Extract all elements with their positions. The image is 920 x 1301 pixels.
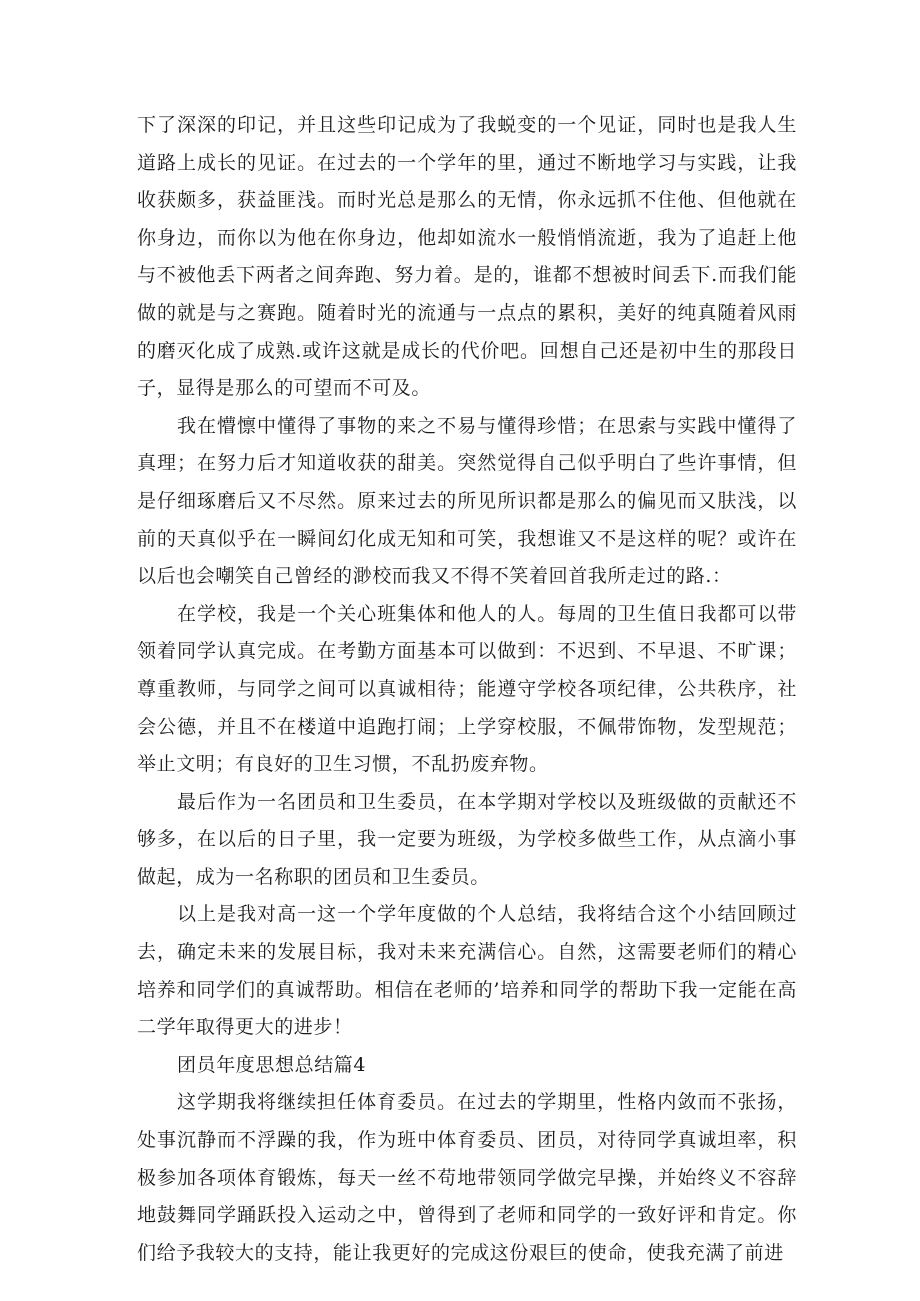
paragraph-2: 我在懵懔中懂得了事物的来之不易与懂得珍惜；在思索与实践中懂得了真理；在努力后才知道收获的甜美。突然觉得自己似乎明白了些许事情，但是仔细琢磨后又不尽然。原来过去的所见所识都是那么的偏见而又肤浅，以前的天真似乎在一瞬间幻化成无知和可笑，我想谁又不是这样的呢？或许在以后也会嘲笑自己曾经的渺校而我又不得不笑着回首我所走过的路.： bbox=[137, 414, 797, 588]
paragraph-1: 下了深深的印记，并且这些印记成为了我蜕变的一个见证，同时也是我人生道路上成长的见证。在过去的一个学年的里，通过不断地学习与实践，让我收获颇多，获益匪浅。而时光总是那么的无情，你永远抓不住他、但他就在你身边，而你以为他在你身边，他却如流水一般悄悄流逝，我为了追赶上他与不被他丢下两者之间奔跑、努力着。是的，谁都不想被时间丢下.而我们能做的就是与之赛跑。随着时光的流通与一点点的累积，美好的纯真随着风雨的磨灭化成了成熟.或许这就是成长的代价吧。回想自己还是初中生的那段日子，显得是那么的可望而不可及。 bbox=[137, 114, 797, 400]
paragraph-3: 在学校，我是一个关心班集体和他人的人。每周的卫生值日我都可以带领着同学认真完成。在考勤方面基本可以做到：不迟到、不早退、不旷课；尊重教师，与同学之间可以真诚相待；能遵守学校各项纪律，公共秩序，社会公德，并且不在楼道中追跑打闹；上学穿校服，不佩带饰物，发型规范；举止文明；有良好的卫生习惯，不乱扔废弃物。 bbox=[137, 602, 797, 776]
paragraph-4: 最后作为一名团员和卫生委员，在本学期对学校以及班级做的贡献还不够多，在以后的日子里，我一定要为班级，为学校多做些工作，从点滴小事做起，成为一名称职的团员和卫生委员。 bbox=[137, 790, 797, 888]
paragraph-6: 这学期我将继续担任体育委员。在过去的学期里，性格内敛而不张扬，处事沉静而不浮躁的我，作为班中体育委员、团员，对待同学真诚坦率，积极参加各项体育锻炼，每天一丝不苟地带领同学做完早操，并始终义不容辞地鼓舞同学踊跃投入运动之中，曾得到了老师和同学的一致好评和肯定。你们给予我较大的支持，能让我更好的完成这份艰巨的使命，使我充满了前进 bbox=[137, 1091, 797, 1264]
paragraph-5: 以上是我对高一这一个学年度做的个人总结，我将结合这个小结回顾过去，确定未来的发展目标，我对未来充满信心。自然，这需要老师们的精心培养和同学们的真诚帮助。相信在老师的’培养和同学的帮助下我一定能在高二学年取得更大的进步！ bbox=[137, 903, 797, 1039]
document-body bbox=[137, 107, 797, 1272]
section-heading: 团员年度思想总结篇4 bbox=[177, 1053, 367, 1076]
